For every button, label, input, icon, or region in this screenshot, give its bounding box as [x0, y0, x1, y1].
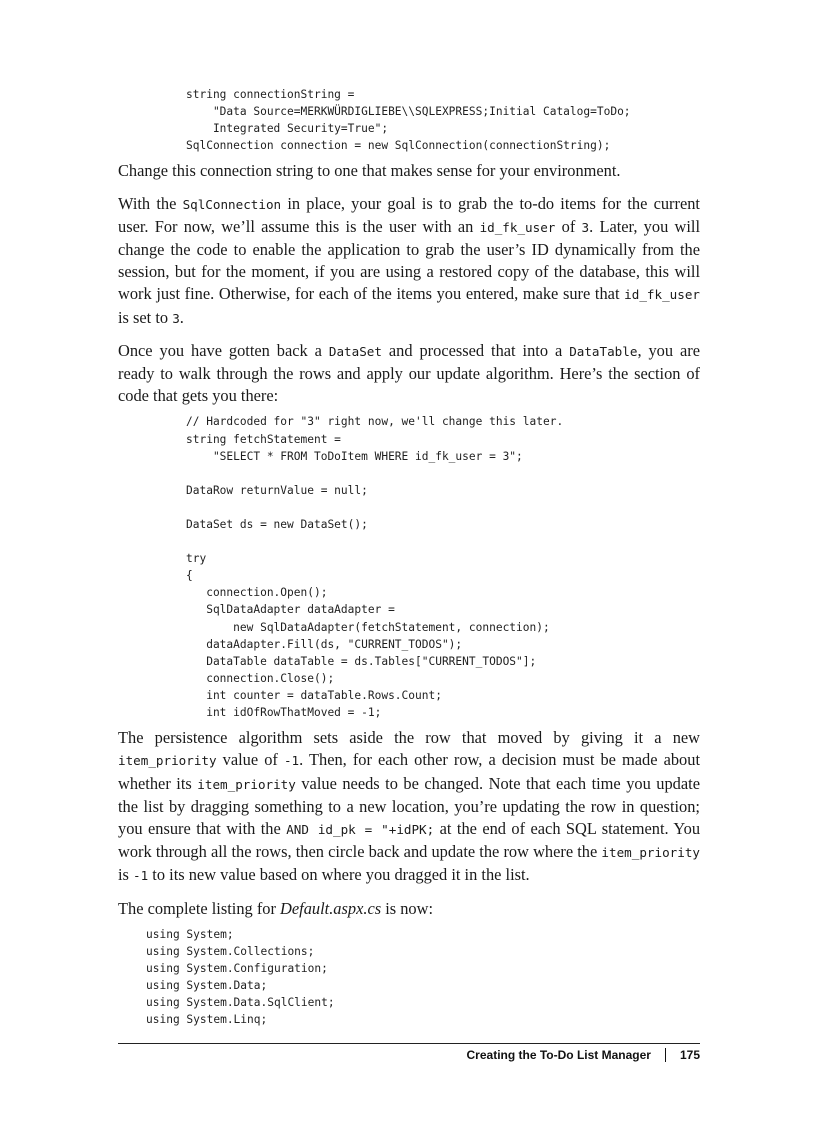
code-line: DataTable dataTable = ds.Tables["CURRENT_TODOS"]; [186, 654, 537, 668]
footer-title: Creating the To-Do List Manager [466, 1048, 651, 1062]
code-line: int counter = dataTable.Rows.Count; [186, 688, 442, 702]
code-line: using System; [146, 927, 234, 941]
code-line: SqlDataAdapter dataAdapter = [186, 603, 395, 617]
code-line [186, 533, 700, 550]
code-line: connection.Open(); [186, 586, 328, 600]
code-block-fetch [118, 413, 700, 721]
code-line: "SELECT * FROM ToDoItem WHERE id_fk_user = 3"; [186, 449, 523, 463]
filename: Default.aspx.cs [280, 898, 382, 918]
paragraph-complete-listing: The complete listing for Default.aspx.cs is now: [118, 898, 434, 918]
code-line: connection.Close(); [186, 671, 335, 685]
code-line: using System.Linq; [146, 1013, 268, 1027]
code-line: SqlConnection connection = new SqlConnection(connectionString); [186, 139, 611, 153]
code-line: string connectionString = [186, 88, 355, 101]
code-line: using System.Data; [146, 979, 268, 992]
paragraph-change-connection: Change this connection string to one that makes sense for your environment. [118, 161, 621, 181]
code-line: using System.Collections; [146, 944, 315, 958]
code-line: using System.Configuration; [146, 961, 328, 975]
footer-separator [665, 1048, 666, 1062]
footer-rule [118, 1043, 700, 1044]
code-line: int idOfRowThatMoved = -1; [186, 706, 382, 719]
code-line: dataAdapter.Fill(ds, "CURRENT_TODOS"); [186, 637, 463, 651]
code-line: { [186, 569, 193, 583]
paragraph-persistence-algorithm: The persistence algorithm sets aside the row that moved by giving it a new item_priority value of -1. Then, for each other row, a decision must be made about whether its item_priority value needs to be changed. Note that each time you update the list by dragging something to a new location, you’re updating the row in question; you ensure that with the AND id_pk = "+idPK; at the end of each SQL statement. You work through all the rows, then circle back and update the row where the item_priority is -1 to its new value based on where you dragged it in the list. [118, 728, 701, 885]
page-body [118, 86, 700, 1028]
page-number: 175 [679, 1048, 700, 1062]
code-line: // Hardcoded for "3" right now, we'll change this later. [186, 415, 564, 429]
paragraph-dataset: Once you have gotten back a DataSet and processed that into a DataTable, you are ready to walk through the rows and apply our update algorithm. Here’s the section of code that gets you there: [118, 340, 700, 406]
code-line: "Data Source=MERKWÜRDIGLIEBE\\SQLEXPRESS;Initial Catalog=ToDo; [186, 105, 631, 119]
code-line [186, 499, 700, 516]
code-line: string fetchStatement = [186, 432, 341, 446]
code-line [186, 465, 700, 482]
code-line: DataSet ds = new DataSet(); [186, 517, 368, 531]
code-block-connection-string [118, 86, 700, 154]
code-line: try [186, 552, 207, 566]
code-block-usings [118, 926, 700, 1029]
page-footer [467, 1048, 700, 1062]
paragraph-sqlconnection: With the SqlConnection in place, your goal is to grab the to-do items for the current user. For now, we’ll assume this is the user with an id_fk_user of 3. Later, you will change the code to enable the application to grab the user’s ID dynamically from the session, but for the moment, if you are using a restored copy of the database, this will work just fine. Otherwise, for each of the items you entered, make sure that id_fk_user is set to 3. [118, 193, 700, 327]
code-line: DataRow returnValue = null; [186, 483, 368, 497]
code-line: new SqlDataAdapter(fetchStatement, connection); [186, 620, 550, 634]
code-line: Integrated Security=True"; [186, 122, 389, 136]
code-line: using System.Data.SqlClient; [146, 996, 335, 1010]
